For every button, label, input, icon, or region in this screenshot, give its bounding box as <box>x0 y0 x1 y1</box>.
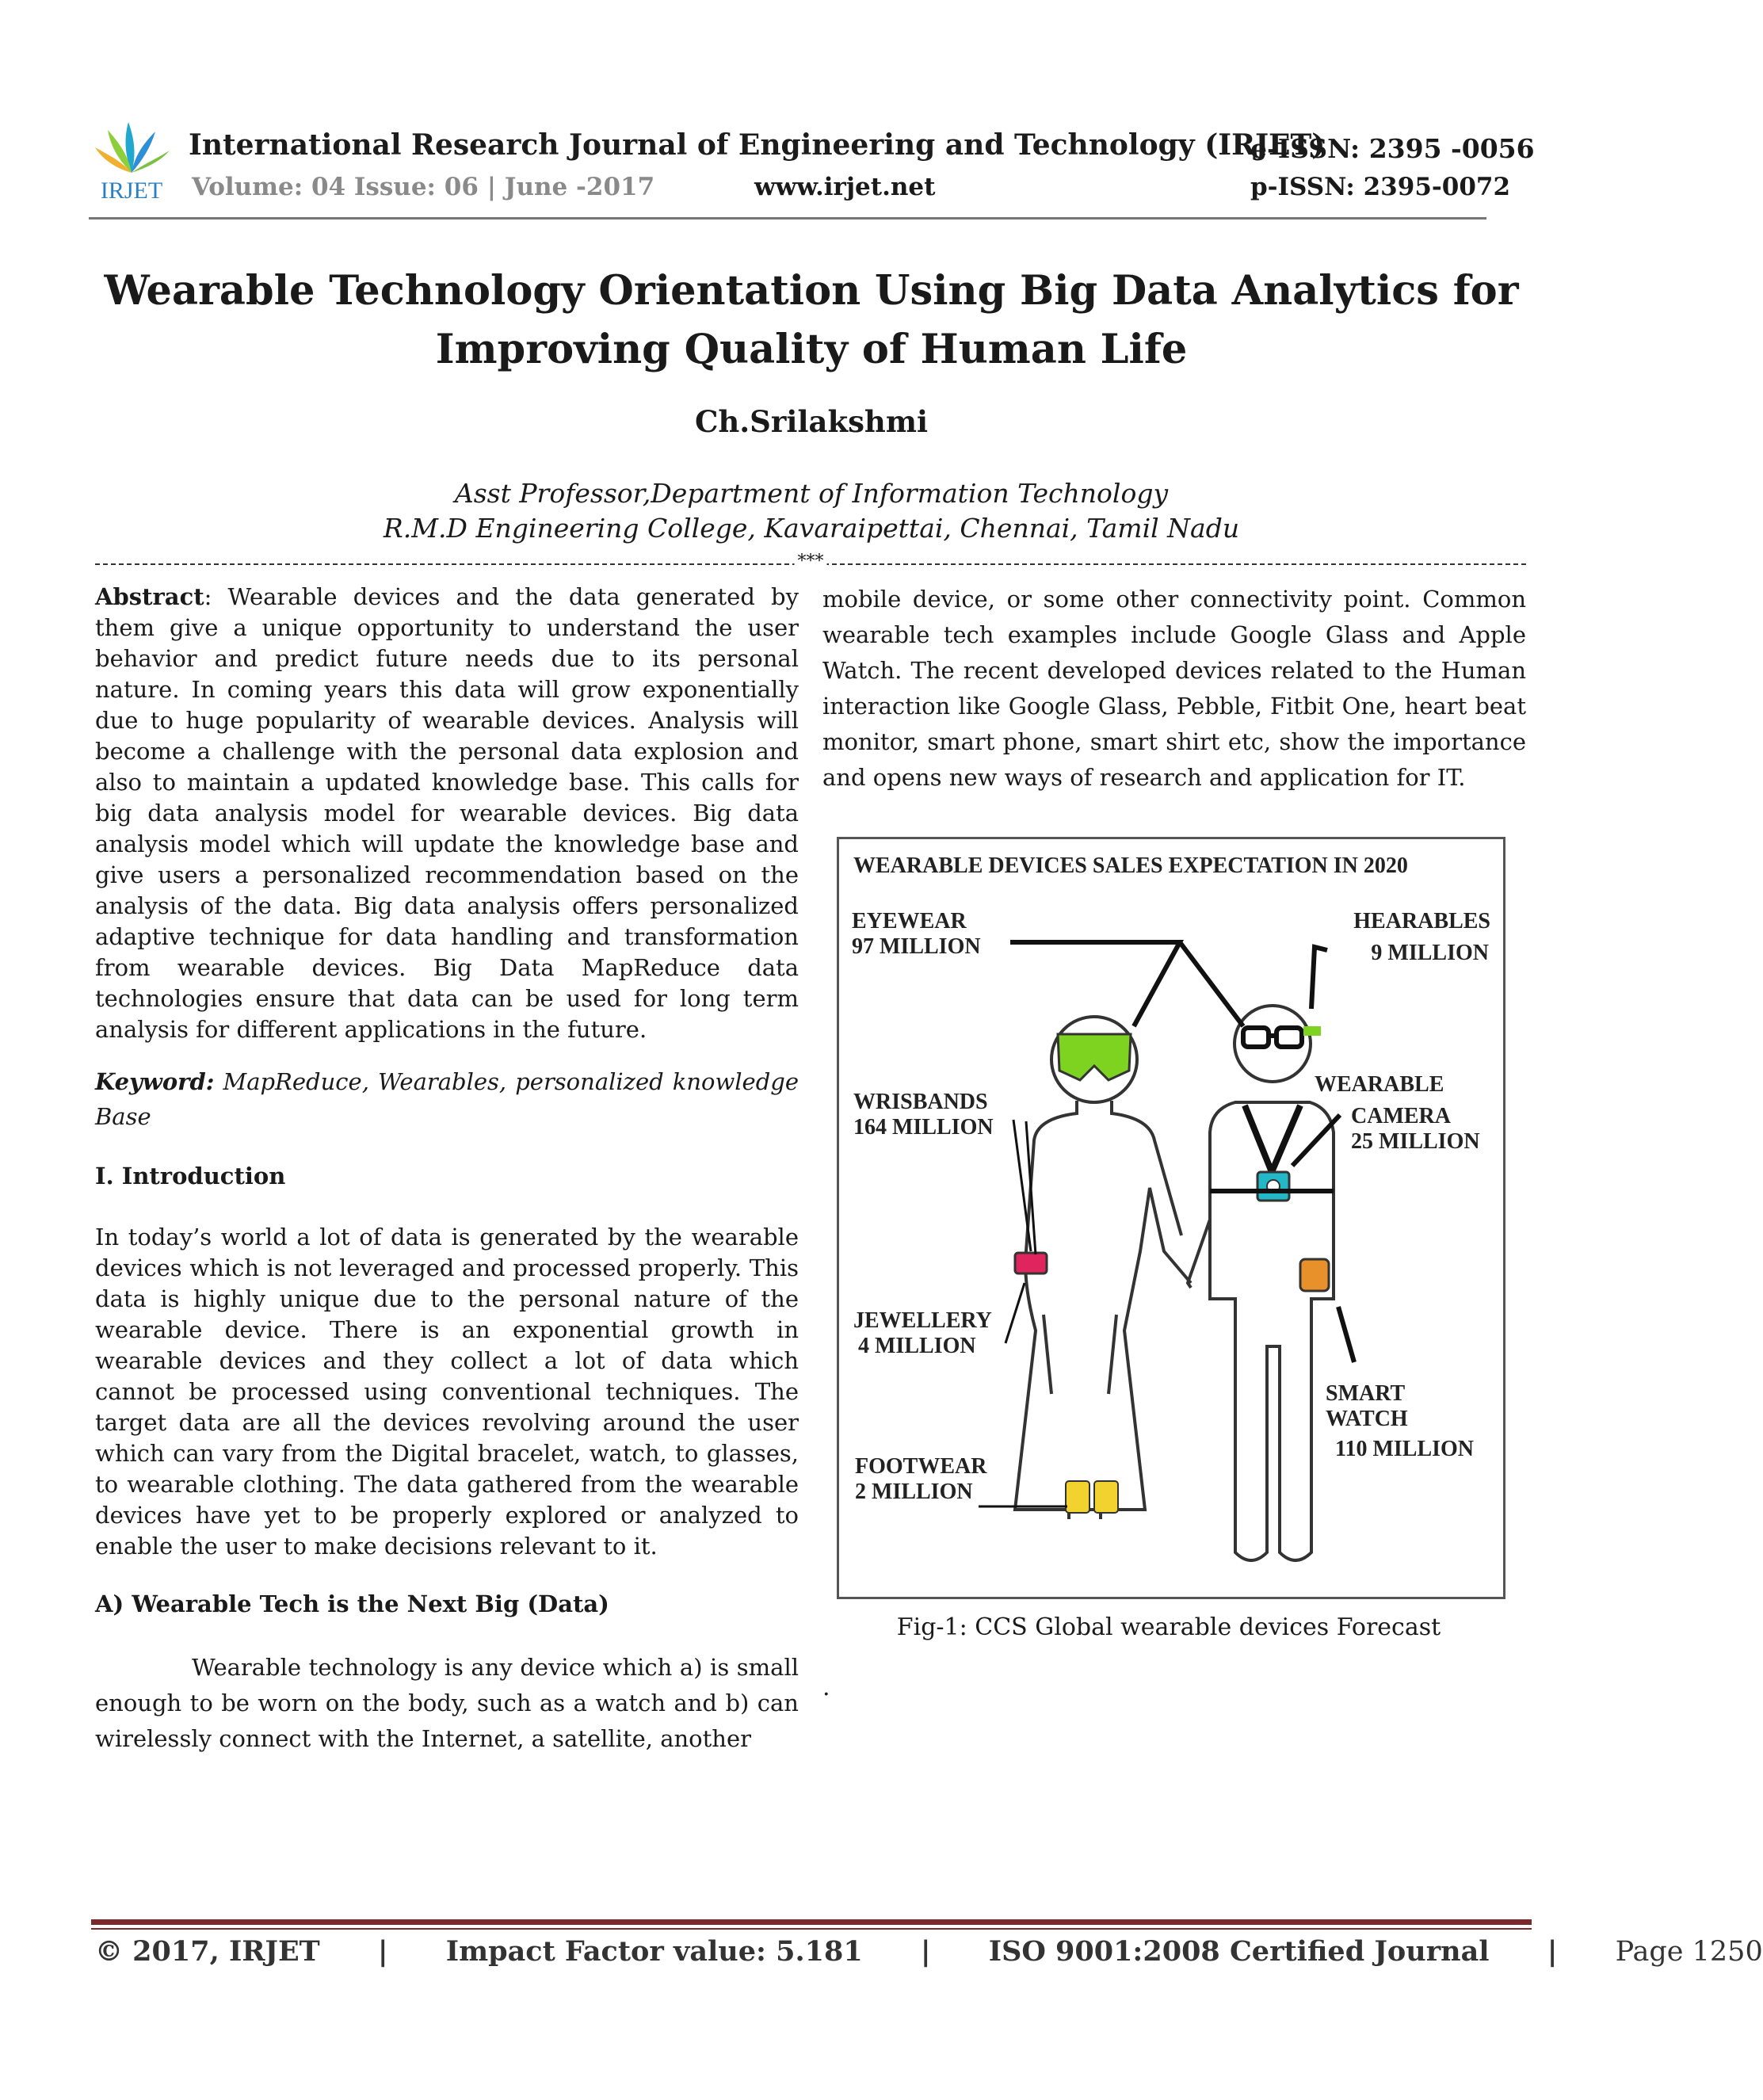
footer-divider-thin <box>91 1928 1532 1930</box>
label-wrisbands-value: 164 MILLION <box>853 1115 994 1140</box>
left-column <box>95 582 799 1757</box>
footer-copyright: © 2017, IRJET <box>95 1935 320 1968</box>
label-jewellery-name: JEWELLERY <box>853 1308 992 1333</box>
pointer-lines <box>1010 942 1354 1362</box>
journal-name: International Research Journal of Engineering and Technology (IRJET) <box>189 128 1326 162</box>
logo-text: IRJET <box>100 178 163 204</box>
e-issn: e-ISSN: 2395 -0056 <box>1250 133 1535 164</box>
footwear-right-icon <box>1094 1481 1118 1513</box>
keyword-label: Keyword: <box>95 1068 215 1095</box>
page-footer <box>95 1935 1763 1968</box>
section-separator <box>95 552 1526 572</box>
figure-wearable-devices <box>837 837 1505 1599</box>
footer-separator: | <box>377 1935 388 1968</box>
p-issn: p-ISSN: 2395-0072 <box>1250 173 1511 201</box>
label-eyewear-value: 97 MILLION <box>852 934 981 959</box>
author-affiliation-department: Asst Professor,Department of Information Technology <box>454 478 1169 509</box>
logo-leaves-icon <box>95 122 170 173</box>
abstract <box>95 582 799 1045</box>
trailing-dot: . <box>822 1674 830 1701</box>
camera-strap-icon <box>1245 1105 1300 1172</box>
label-wearable-camera-name2: CAMERA <box>1351 1104 1451 1128</box>
label-hearables-value: 9 MILLION <box>1371 941 1489 965</box>
footer-impact-factor: Impact Factor value: 5.181 <box>445 1935 863 1968</box>
footwear-left-icon <box>1066 1481 1089 1513</box>
label-hearables-name: HEARABLES <box>1353 909 1490 934</box>
author-name: Ch.Srilakshmi <box>694 404 929 439</box>
right-column <box>822 582 1526 796</box>
paper-title: Wearable Technology Orientation Using Big Data Analytics for Improving Quality of Human Life <box>104 267 1519 373</box>
abstract-label: Abstract <box>95 583 204 610</box>
footer-divider-thick <box>91 1919 1532 1925</box>
glasses-icon <box>1243 1028 1302 1047</box>
wristband-icon <box>1015 1253 1047 1273</box>
label-eyewear-name: EYEWEAR <box>852 909 967 934</box>
author-affiliation-college: R.M.D Engineering College, Kavaraipettai, Chennai, Tamil Nadu <box>383 513 1240 544</box>
right-column-paragraph: mobile device, or some other connectivity point. Common wearable tech examples include Google Glass and Apple Watch. The recent developed devices related to the Human interaction like Google Glass, Pebble, Fitbit One, heart beat monitor, smart phone, smart shirt etc, show the importance and opens new ways of research and application for IT. <box>822 586 1526 791</box>
keywords <box>95 1064 799 1134</box>
label-footwear-name: FOOTWEAR <box>855 1454 987 1479</box>
label-wrisbands-name: WRISBANDS <box>853 1090 988 1114</box>
label-jewellery-value: 4 MILLION <box>858 1334 976 1358</box>
goggles-icon <box>1058 1034 1131 1080</box>
smartwatch-icon <box>1300 1259 1329 1291</box>
journal-logo <box>87 116 176 204</box>
label-smartwatch-name1: SMART <box>1326 1381 1406 1406</box>
separator-stars: *** <box>795 552 827 571</box>
label-wearable-camera-value: 25 MILLION <box>1351 1129 1480 1154</box>
abstract-text: : Wearable devices and the data generated by them give a unique opportunity to understand the user behavior and predict future needs due to its personal nature. In coming years this data will grow exponentially due to huge popularity of wearable devices. Analysis will become a challenge with the personal data explosion and also to maintain a updated knowledge base. This calls for big data analysis model for wearable devices. Big data analysis model which will update the knowledge base and give users a personalized recommendation based on the analysis of the data. Big data analysis offers personalized adaptive technique for data handling and transformation from wearable devices. Big Data MapReduce data technologies ensure that data can be used for long term analysis for different applications in the future. <box>95 583 799 1043</box>
footer-page-number: Page 1250 <box>1615 1936 1763 1968</box>
figure-caption: Fig-1: CCS Global wearable devices Forecast <box>896 1613 1441 1641</box>
footer-separator: | <box>1547 1935 1558 1968</box>
intro-heading: I. Introduction <box>95 1163 286 1189</box>
hearable-icon <box>1303 1026 1321 1036</box>
footer-iso: ISO 9001:2008 Certified Journal <box>988 1935 1490 1968</box>
footer-separator: | <box>920 1935 931 1968</box>
header-divider <box>89 217 1486 220</box>
label-smartwatch-value: 110 MILLION <box>1335 1437 1475 1461</box>
volume-issue: Volume: 04 Issue: 06 | June -2017 <box>192 173 655 201</box>
keyword-text: MapReduce, Wearables, personalized knowledge Base <box>95 1068 799 1130</box>
section-a-paragraph: Wearable technology is any device which a) is small enough to be worn on the body, such as a watch and b) can wirelessly connect with the Internet, a satellite, another <box>95 1654 799 1752</box>
section-a-heading: A) Wearable Tech is the Next Big (Data) <box>95 1590 609 1617</box>
figure-title: WEARABLE DEVICES SALES EXPECTATION IN 2020 <box>853 853 1408 878</box>
intro-paragraph: In today’s world a lot of data is generated by the wearable devices which is not leveraged and processed properly. This data is highly unique due to the personal nature of the wearable device. There is an exponential growth in wearable devices and they collect a lot of data which cannot be processed using conventional techniques. The target data are all the devices revolving around the user which can vary from the Digital bracelet, watch, to glasses, to wearable clothing. The data gathered from the wearable devices have yet to be properly explored or analyzed to enable the user to make decisions relevant to it. <box>95 1224 799 1560</box>
label-wearable-camera-name1: WEARABLE <box>1315 1072 1444 1097</box>
label-smartwatch-name2: WATCH <box>1326 1407 1408 1431</box>
label-footwear-value: 2 MILLION <box>855 1480 973 1504</box>
journal-website[interactable]: www.irjet.net <box>754 173 936 201</box>
